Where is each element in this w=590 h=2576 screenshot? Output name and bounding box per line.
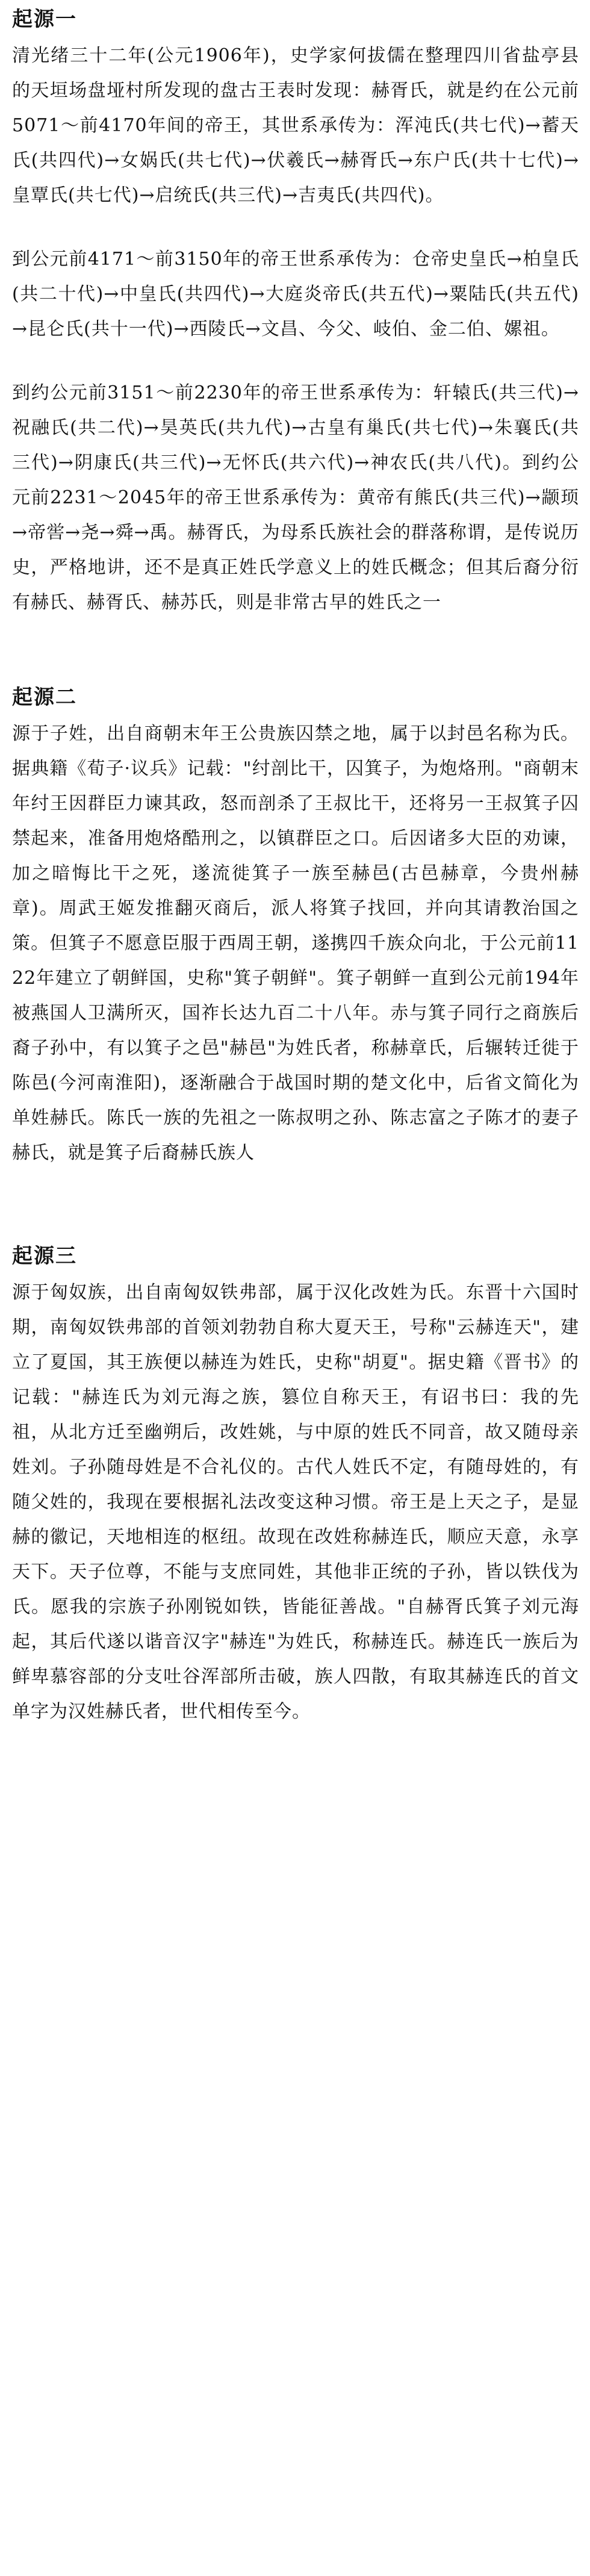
origin-two-paragraph: 源于子姓，出自商朝末年王公贵族囚禁之地，属于以封邑名称为氏。据典籍《荀子·议兵》记载："纣剖比干，囚箕子，为炮烙刑。"商朝末年纣王因群臣力谏其政，怒而剖杀了王叔比干，还将另一王叔箕子囚禁起来，准备用炮烙酷刑之，以镇群臣之口。后因诸多大臣的劝谏，加之暗悔比干之死，遂流徙箕子一族至赫邑(古邑赫章，今贵州赫章)。周武王姬发推翻灭商后，派人将箕子找回，并向其请教治国之策。但箕子不愿意臣服于西周王朝，遂携四千族众向北，于公元前1122年建立了朝鲜国，史称"箕子朝鲜"。箕子朝鲜一直到公元前194年被燕国人卫满所灭，国祚长达九百二十八年。赤与箕子同行之商族后裔子孙中，有以箕子之邑"赫邑"为姓氏者，称赫章氏，后辗转迁徙于陈邑(今河南淮阳)，逐渐融合于战国时期的楚文化中，后省文简化为单姓赫氏。陈氏一族的先祖之一陈叔明之孙、陈志富之子陈才的妻子赫氏，就是箕子后裔赫氏族人 — [12, 723, 579, 1163]
section-gap — [12, 1171, 579, 1237]
origin-one-paragraph-2: 到公元前4171～前3150年的帝王世系承传为：仓帝史皇氏→柏皇氏(共二十代)→中皇氏(共四代)→大庭炎帝氏(共五代)→粟陆氏(共五代)→昆仑氏(共十一代)→西陵氏→文昌、今父、岐伯、金二伯、嫘祖。 — [12, 249, 579, 340]
origin-three-heading: 起源三 — [12, 1244, 77, 1268]
origin-two-heading: 起源二 — [12, 685, 77, 709]
origin-one-heading: 起源一 — [12, 7, 77, 31]
origin-two-section — [12, 680, 579, 1171]
paragraph-gap — [12, 347, 579, 376]
section-gap — [12, 620, 579, 678]
origin-three-section — [12, 1239, 579, 1729]
origin-three-paragraph: 源于匈奴族，出自南匈奴铁弗部，属于汉化改姓为氏。东晋十六国时期，南匈奴铁弗部的首领刘勃勃自称大夏天王，号称"云赫连天"，建立了夏国，其王族便以赫连为姓氏，史称"胡夏"。据史籍《晋书》的记载："赫连氏为刘元海之族，篡位自称天王，有诏书曰：我的先祖，从北方迁至幽朔后，改姓姚，与中原的姓氏不同音，故又随母亲姓刘。子孙随母姓是不合礼仪的。古代人姓氏不定，有随母姓的，有随父姓的，我现在要根据礼法改变这种习惯。帝王是上天之子，是显赫的徽记，天地相连的枢纽。故现在改姓称赫连氏，顺应天意，永享天下。天子位尊，不能与支庶同姓，其他非正统的子孙，皆以铁伐为氏。愿我的宗族子孙刚锐如铁，皆能征善战。"自赫胥氏箕子刘元海起，其后代遂以谐音汉字"赫连"为姓氏，称赫连氏。赫连氏一族后为鲜卑慕容部的分支吐谷浑部所击破，族人四散，有取其赫连氏的首文单字为汉姓赫氏者，世代相传至今。 — [12, 1282, 579, 1722]
origin-one-paragraph-1: 清光绪三十二年(公元1906年)，史学家何拔儒在整理四川省盐亭县的天垣场盘垭村所发现的盘古王表时发现：赫胥氏，就是约在公元前5071～前4170年间的帝王，其世系承传为：浑沌氏(共七代)→蓄天氏(共四代)→女娲氏(共七代)→伏羲氏→赫胥氏→东户氏(共十七代)→皇覃氏(共七代)→启统氏(共三代)→吉夷氏(共四代)。 — [12, 45, 579, 206]
paragraph-gap — [12, 213, 579, 242]
origin-one-paragraph-3: 到约公元前3151～前2230年的帝王世系承传为：轩辕氏(共三代)→祝融氏(共二代)→昊英氏(共九代)→古皇有巢氏(共七代)→朱襄氏(共三代)→阴康氏(共三代)→无怀氏(共六代)→神农氏(共八代)。到约公元前2231～2045年的帝王世系承传为：黄帝有熊氏(共三代)→颛顼→帝喾→尧→舜→禹。赫胥氏，为母系氏族社会的群落称谓，是传说历史，严格地讲，还不是真正姓氏学意义上的姓氏概念；但其后裔分衍有赫氏、赫胥氏、赫苏氏，则是非常古早的姓氏之一 — [12, 382, 579, 613]
origin-one-section — [12, 2, 579, 620]
